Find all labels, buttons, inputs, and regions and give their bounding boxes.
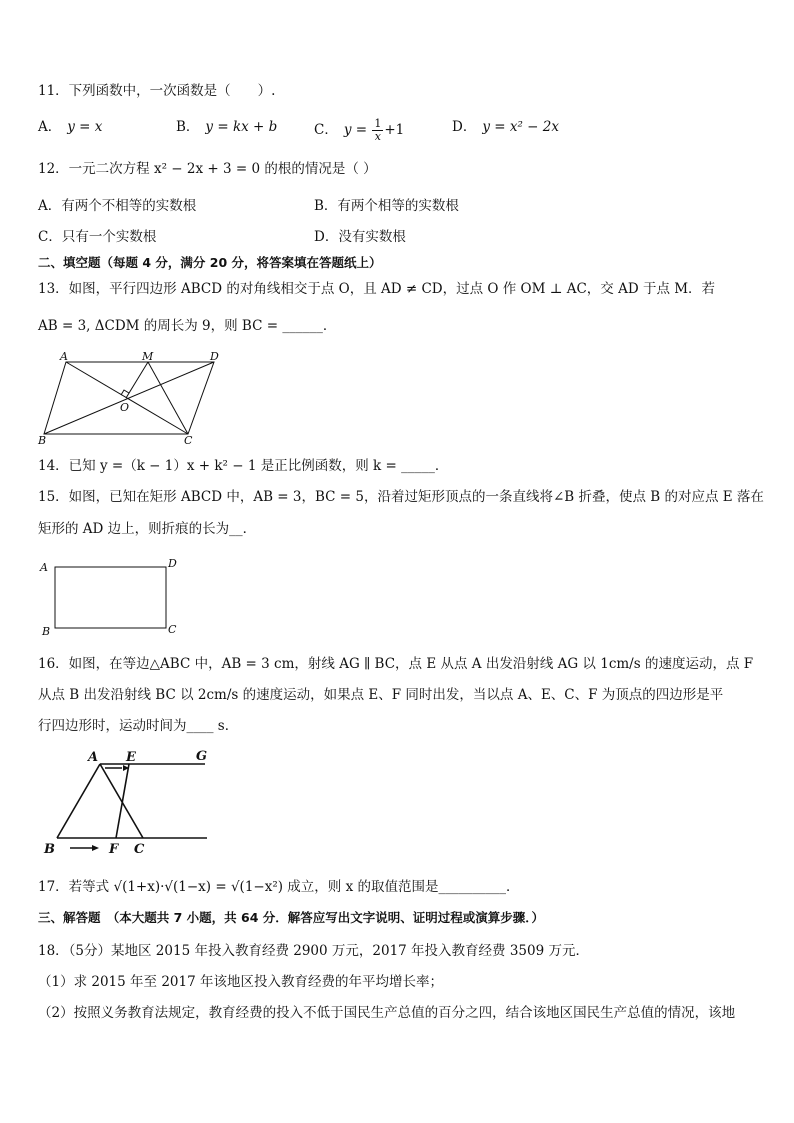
q18-part-2: （2）按照义务教育法规定，教育经费的投入不低于国民生产总值的百分之四，结合该地区国民生产总值的情况，该地 — [38, 1005, 736, 1021]
q15-line-2: 矩形的 AD 边上，则折痕的长为__． — [38, 521, 257, 537]
q11-option-b — [176, 118, 277, 136]
q11-option-a-label: A． — [38, 119, 62, 135]
q11-option-c-expr-pre: y = — [343, 122, 368, 138]
q11-option-b-expr: y = kx + b — [205, 119, 278, 135]
q15-label-b: B — [42, 625, 51, 638]
q15-label-a: A — [40, 561, 48, 574]
q18-part-1: （1）求 2015 年至 2017 年该地区投入教育经费的年平均增长率； — [38, 974, 443, 990]
q11-option-b-label: B． — [176, 119, 200, 135]
q15-label-c: C — [168, 623, 177, 636]
q13-label-d: D — [210, 350, 219, 363]
q16-label-a: A — [88, 750, 99, 765]
q18-stem: 18．（5分）某地区 2015 年投入教育经费 2900 万元，2017 年投入教育经费 3509 万元． — [38, 943, 589, 959]
q16-label-g: G — [196, 749, 208, 764]
q16-line-2: 从点 B 出发沿射线 BC 以 2cm/s 的速度运动，如果点 E、F 同时出发，当以点 A、E、C、F 为顶点的四边形是平 — [38, 687, 724, 703]
q15-label-d: D — [168, 557, 177, 570]
q11-option-d — [452, 118, 559, 136]
q14-text: 14．已知 y =（k − 1）x + k² − 1 是正比例函数，则 k = _____． — [38, 458, 449, 474]
section-3-title: 三、解答题 （本大题共 7 小题，共 64 分．解答应写出文字说明、证明过程或演算步骤．） — [38, 910, 545, 925]
q16-label-c: C — [134, 842, 145, 857]
q11-option-a-expr: y = x — [67, 119, 103, 135]
q11-option-c-frac-num: 1 — [374, 117, 382, 130]
q11-option-a — [38, 118, 102, 136]
q15-line-1: 15．如图，已知在矩形 ABCD 中，AB = 3，BC = 5，沿着过矩形顶点的一条直线将∠B 折叠，使点 B 的对应点 E 落在 — [38, 489, 764, 505]
q12-stem: 12．一元二次方程 x² − 2x + 3 = 0 的根的情况是（ ） — [38, 161, 377, 177]
q13-label-a: A — [60, 350, 68, 363]
q11-option-d-label: D． — [452, 119, 477, 135]
q16-line-3: 行四边形时，运动时间为____ s． — [38, 718, 239, 734]
q13-label-m: M — [142, 350, 154, 363]
q12-option-b: B．有两个相等的实数根 — [314, 198, 459, 214]
q11-option-c — [314, 118, 404, 143]
q13-label-c: C — [184, 434, 193, 447]
q17-text: 17．若等式 √(1+x)·√(1−x) = √(1−x²) 成立，则 x 的取值范围是__________． — [38, 879, 520, 895]
q11-option-c-expr-post: +1 — [384, 122, 405, 138]
q16-label-e: E — [126, 750, 136, 765]
q13-line-2: AB = 3, ΔCDM 的周长为 9，则 BC = ______． — [38, 318, 337, 334]
q16-line-1: 16．如图，在等边△ABC 中，AB = 3 cm，射线 AG ∥ BC，点 E 从点 A 出发沿射线 AG 以 1cm/s 的速度运动，点 F — [38, 656, 754, 672]
q13-line-1: 13．如图，平行四边形 ABCD 的对角线相交于点 O，且 AD ≠ CD，过点 O 作 OM ⊥ AC，交 AD 于点 M．若 — [38, 281, 716, 297]
q12-option-d: D．没有实数根 — [314, 229, 406, 245]
q12-option-a: A．有两个不相等的实数根 — [38, 198, 197, 214]
q16-label-f: F — [109, 842, 119, 857]
q16-label-b: B — [44, 842, 55, 857]
q12-option-c: C．只有一个实数根 — [38, 229, 157, 245]
q11-option-c-fraction — [372, 118, 383, 143]
q13-label-o: O — [120, 401, 130, 414]
q11-option-c-frac-den: x — [374, 130, 381, 143]
q11-option-d-expr: y = x² − 2x — [482, 119, 559, 135]
q11-option-c-label: C． — [314, 122, 338, 138]
q13-label-b: B — [38, 434, 47, 447]
section-2-title: 二、填空题（每题 4 分，满分 20 分，将答案填在答题纸上） — [38, 255, 382, 270]
q11-stem: 11．下列函数中，一次函数是（ ）. — [38, 83, 276, 99]
